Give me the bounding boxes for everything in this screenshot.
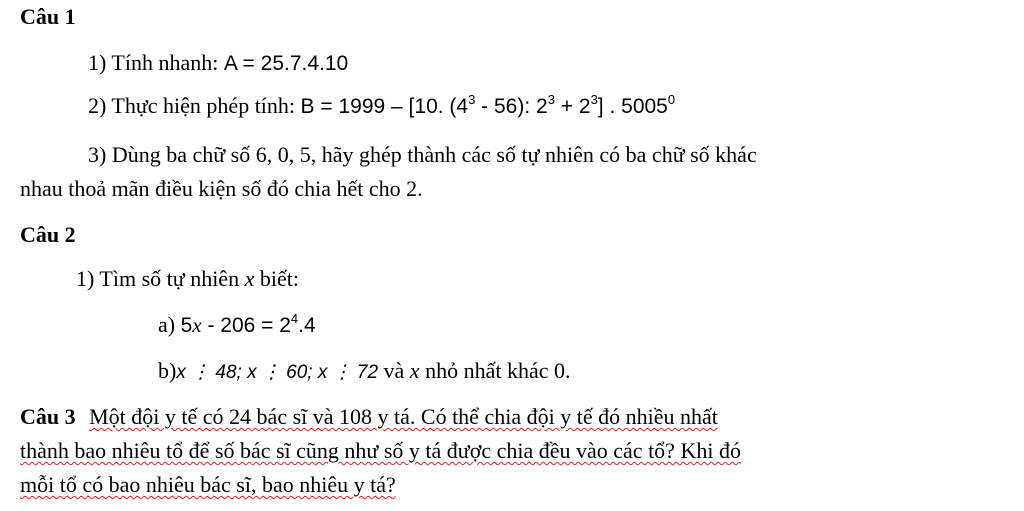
question-1-3-line-2: nhau thoả mãn điều kiện số đó chia hết cho 2. bbox=[20, 176, 423, 201]
section-heading-3: Câu 3 bbox=[20, 404, 76, 429]
question-1-2 bbox=[88, 93, 675, 120]
expression-a: A = 25.7.4.10 bbox=[223, 52, 349, 75]
section-heading-2: Câu 2 bbox=[20, 222, 76, 247]
problem-text: thành bao nhiêu tổ để số bác sĩ cũng như số y tá được chia đều vào các tổ? Khi đó bbox=[20, 438, 741, 463]
question-3-line-2 bbox=[20, 438, 741, 464]
question-1-1 bbox=[88, 50, 348, 77]
problem-text: mỗi tổ có bao nhiêu bác sĩ, bao nhiêu y tá? bbox=[20, 472, 396, 497]
question-2-1-a: a) $5x - 206 = 2^4.4$ bbox=[158, 311, 316, 337]
variable-x: x bbox=[244, 266, 255, 291]
question-2-1: 1) Tìm số tự nhiên x biết: bbox=[76, 266, 299, 291]
question-1-3-line-1: 3) Dùng ba chữ số 6, 0, 5, hãy ghép thành các số tự nhiên có ba chữ số khác bbox=[88, 142, 757, 167]
expression-b: B = 1999 – [10. $(4^3 - 56)$: $2^3 + 2^3$] . 5005$^0$ bbox=[300, 92, 676, 118]
equation-a: $5x - 206 = 2^4.4$ bbox=[180, 311, 316, 337]
problem-text: Một đội y tế có 24 bác sĩ và 108 y tá. Có thể chia đội y tế đó nhiều nhất bbox=[89, 404, 718, 429]
question-label: 2) Thực hiện phép tính: bbox=[88, 93, 296, 118]
question-3-line-1 bbox=[20, 404, 718, 430]
question-2-1-b: b)x ⋮ 48; x ⋮ 60; x ⋮ 72 và x nhỏ nhất khác 0. bbox=[158, 358, 571, 383]
section-heading-1: Câu 1 bbox=[20, 4, 76, 29]
divisibility-conditions: x ⋮ 48; x ⋮ 60; x ⋮ 72 bbox=[176, 362, 379, 383]
question-3-line-3 bbox=[20, 472, 396, 498]
question-label: 1) Tính nhanh: bbox=[88, 50, 219, 75]
